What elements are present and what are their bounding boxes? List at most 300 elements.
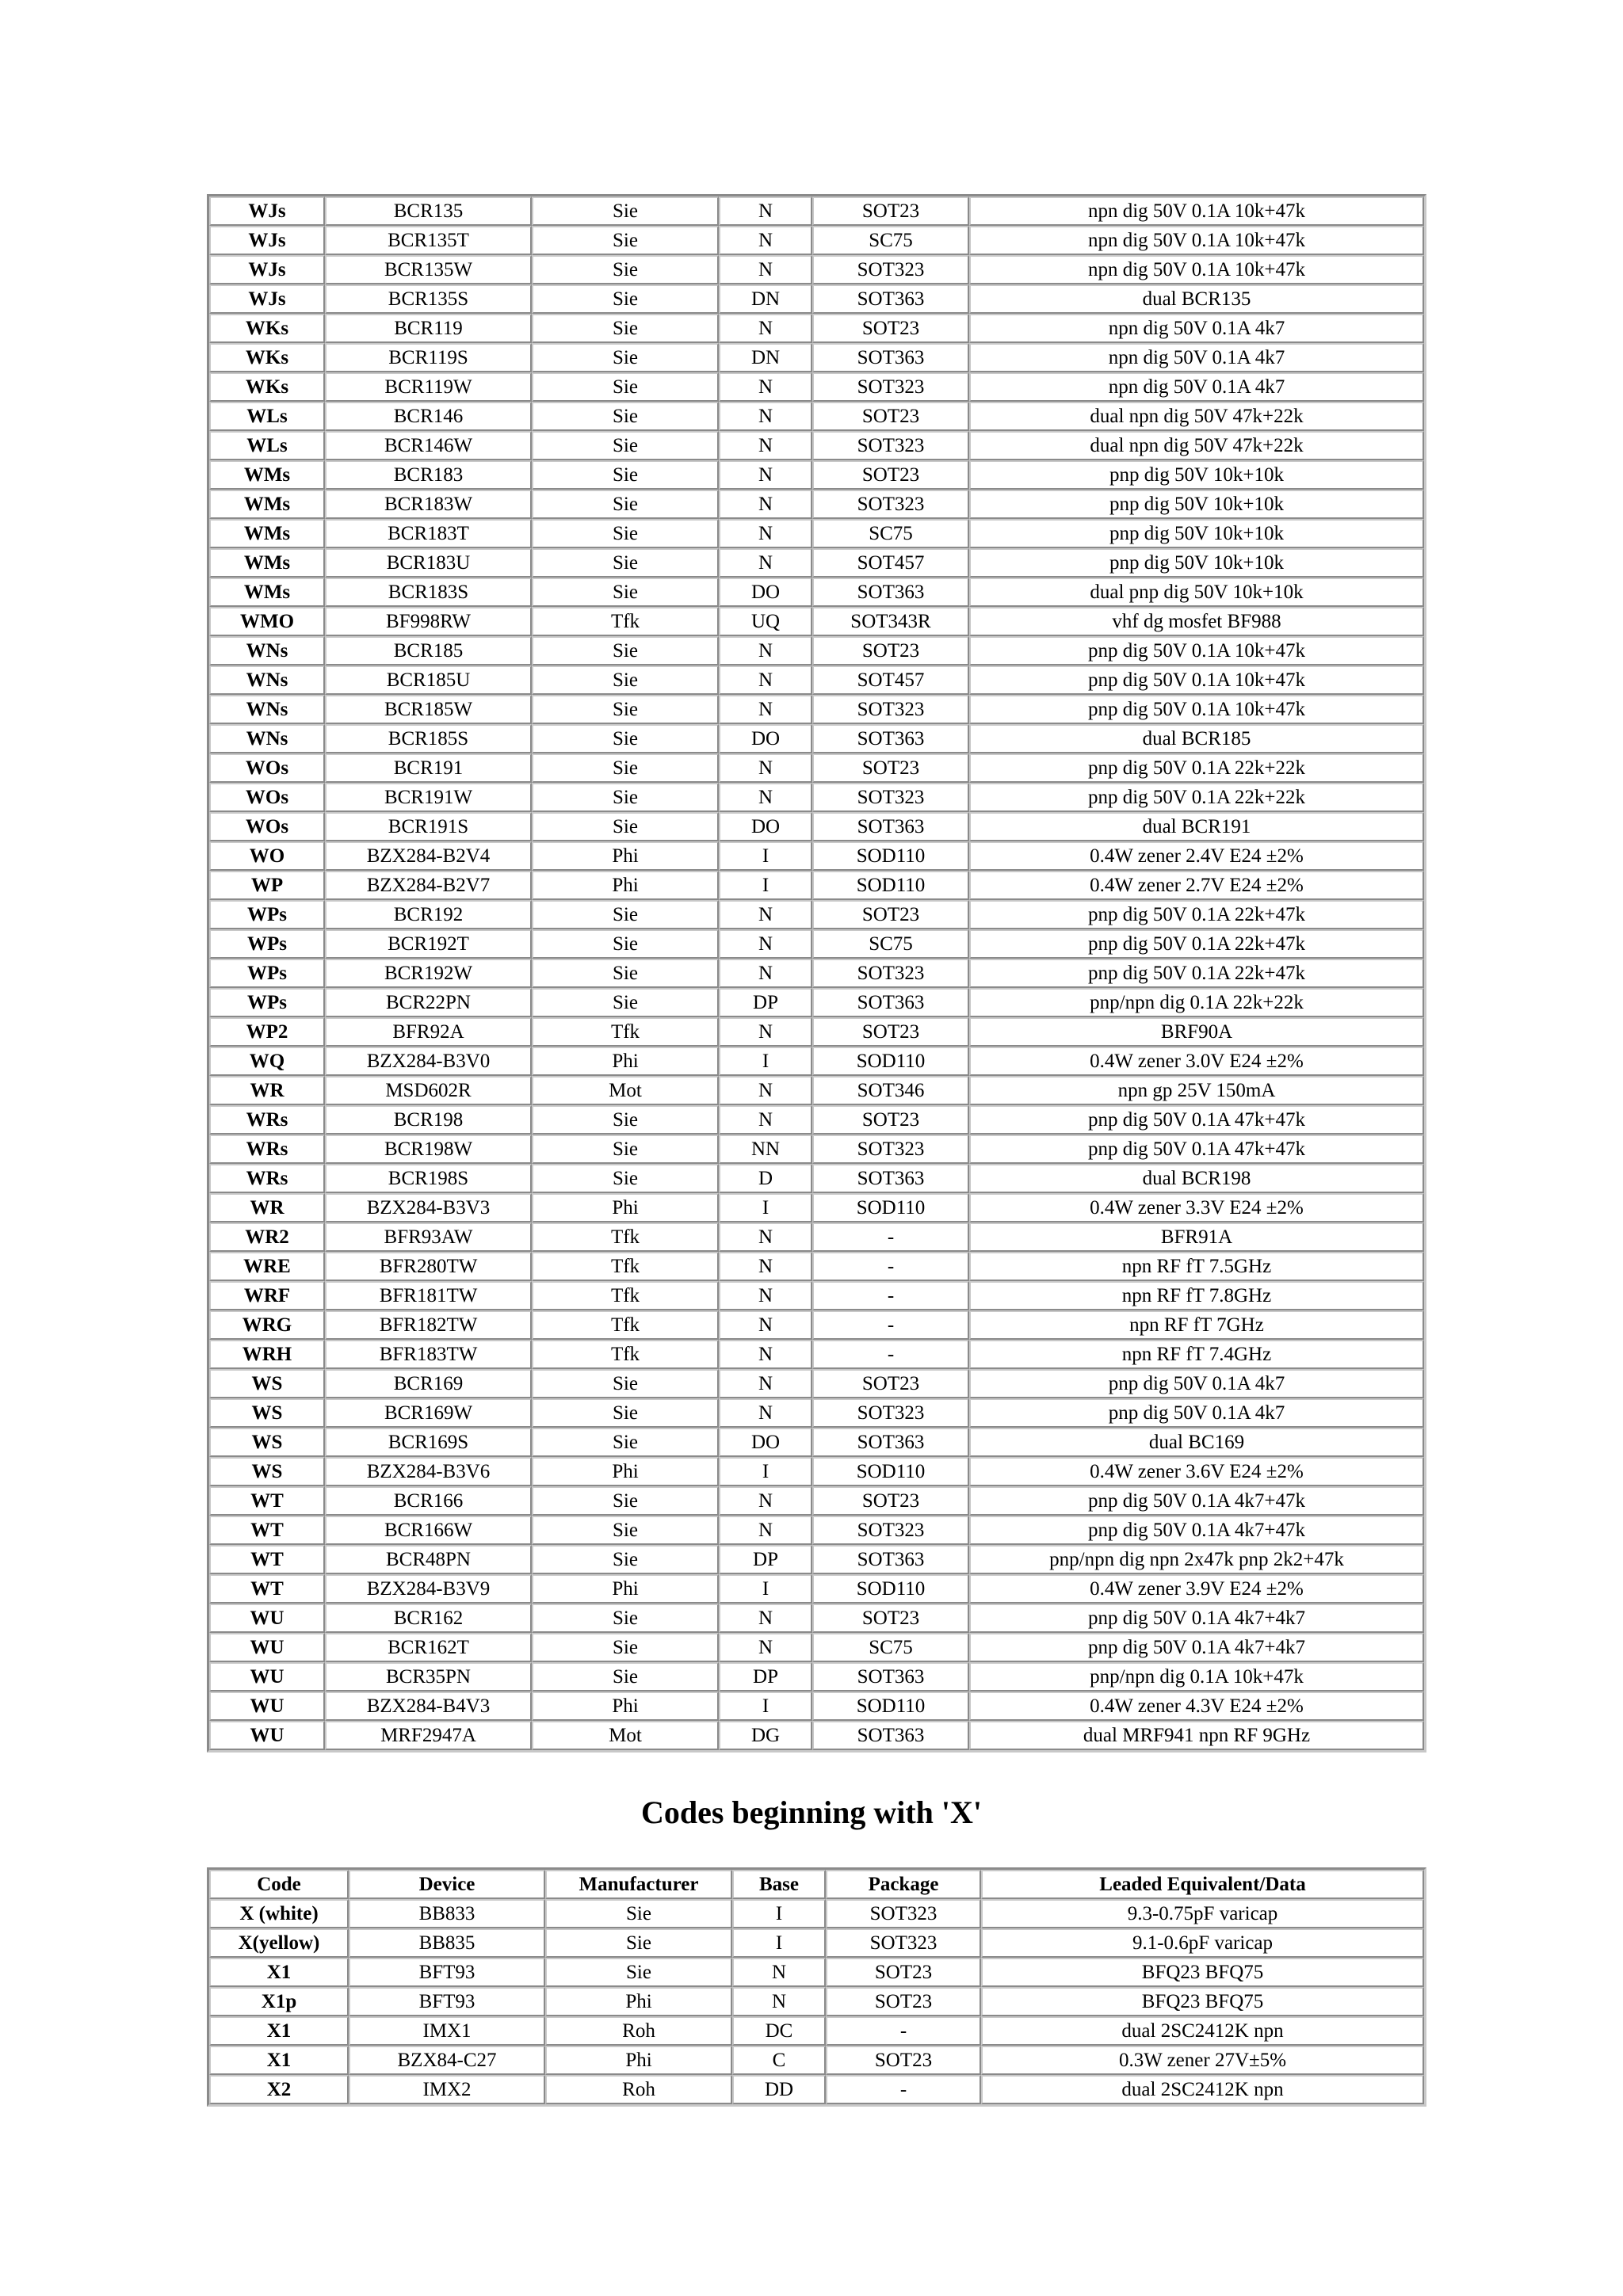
base-cell: N — [719, 314, 812, 343]
base-cell: N — [719, 548, 812, 578]
table-row — [209, 753, 1424, 783]
base-cell: I — [732, 1928, 826, 1958]
package-cell: SOT23 — [812, 402, 969, 431]
table-row — [209, 196, 1424, 226]
manufacturer-cell: Sie — [532, 1516, 719, 1545]
table-row — [209, 607, 1424, 636]
package-cell: SOT363 — [812, 724, 969, 753]
base-cell: I — [719, 1691, 812, 1721]
package-cell: - — [812, 1340, 969, 1369]
base-cell: N — [719, 490, 812, 519]
base-cell: DC — [732, 2016, 826, 2046]
table-row — [209, 1164, 1424, 1193]
data-cell: pnp dig 50V 0.1A 4k7+47k — [969, 1516, 1424, 1545]
table-row — [209, 1105, 1424, 1135]
data-cell: pnp dig 50V 10k+10k — [969, 548, 1424, 578]
base-cell: N — [732, 1987, 826, 2016]
device-cell: BCR135 — [325, 196, 532, 226]
table-row — [209, 1076, 1424, 1105]
base-cell: DP — [719, 1545, 812, 1574]
package-cell: SOT323 — [812, 431, 969, 460]
base-cell: I — [719, 1193, 812, 1222]
device-cell: BCR169 — [325, 1369, 532, 1398]
package-cell: SOT363 — [812, 1545, 969, 1574]
code-cell: WPs — [209, 929, 325, 959]
data-cell: 0.4W zener 3.6V E24 ±2% — [969, 1457, 1424, 1486]
data-cell: pnp dig 50V 0.1A 10k+47k — [969, 695, 1424, 724]
base-cell: DP — [719, 988, 812, 1017]
device-cell: BCR192T — [325, 929, 532, 959]
package-cell: SOT363 — [812, 812, 969, 841]
table-row — [209, 724, 1424, 753]
package-cell: SC75 — [812, 929, 969, 959]
table-row — [209, 314, 1424, 343]
data-cell: BFQ23 BFQ75 — [981, 1958, 1424, 1987]
device-cell: BCR191 — [325, 753, 532, 783]
code-cell: X1 — [209, 1958, 349, 1987]
data-cell: npn RF fT 7.8GHz — [969, 1281, 1424, 1310]
data-cell: pnp dig 50V 10k+10k — [969, 490, 1424, 519]
code-cell: WMs — [209, 490, 325, 519]
code-cell: WS — [209, 1457, 325, 1486]
data-cell: npn dig 50V 0.1A 10k+47k — [969, 196, 1424, 226]
data-cell: pnp/npn dig 0.1A 22k+22k — [969, 988, 1424, 1017]
base-cell: N — [719, 196, 812, 226]
table-row — [209, 1545, 1424, 1574]
device-cell: BCR162 — [325, 1604, 532, 1633]
package-cell: SOT363 — [812, 343, 969, 372]
base-cell: N — [719, 1486, 812, 1516]
manufacturer-cell: Sie — [532, 724, 719, 753]
code-cell: WR — [209, 1193, 325, 1222]
table-row — [209, 578, 1424, 607]
manufacturer-cell: Phi — [545, 2046, 732, 2075]
manufacturer-cell: Sie — [532, 900, 719, 929]
table-row — [209, 1369, 1424, 1398]
base-cell: N — [719, 372, 812, 402]
base-cell: DO — [719, 812, 812, 841]
device-cell: BCR146W — [325, 431, 532, 460]
base-cell: N — [719, 900, 812, 929]
device-cell: BCR119W — [325, 372, 532, 402]
manufacturer-cell: Sie — [532, 753, 719, 783]
base-cell: I — [719, 1047, 812, 1076]
device-cell: BCR169W — [325, 1398, 532, 1428]
code-cell: WJs — [209, 196, 325, 226]
device-cell: BCR48PN — [325, 1545, 532, 1574]
device-cell: BCR22PN — [325, 988, 532, 1017]
device-cell: BCR192 — [325, 900, 532, 929]
manufacturer-cell: Tfk — [532, 1222, 719, 1252]
data-cell: pnp dig 50V 0.1A 22k+47k — [969, 900, 1424, 929]
code-cell: WLs — [209, 402, 325, 431]
base-cell: I — [719, 871, 812, 900]
data-cell: dual BCR135 — [969, 284, 1424, 314]
device-cell: BCR185S — [325, 724, 532, 753]
table-body — [209, 1899, 1424, 2104]
data-cell: npn RF fT 7.5GHz — [969, 1252, 1424, 1281]
code-cell: WS — [209, 1398, 325, 1428]
data-cell: pnp dig 50V 0.1A 47k+47k — [969, 1105, 1424, 1135]
device-cell: BCR198 — [325, 1105, 532, 1135]
package-cell: SOD110 — [812, 1691, 969, 1721]
code-cell: WMs — [209, 519, 325, 548]
base-cell: N — [719, 1633, 812, 1662]
code-cell: WJs — [209, 284, 325, 314]
device-cell: BFR92A — [325, 1017, 532, 1047]
column-header-manufacturer: Manufacturer — [545, 1870, 732, 1899]
column-header-device: Device — [349, 1870, 545, 1899]
package-cell: SOD110 — [812, 1047, 969, 1076]
manufacturer-cell: Phi — [532, 1193, 719, 1222]
manufacturer-cell: Sie — [532, 959, 719, 988]
table-row — [209, 988, 1424, 1017]
data-cell: pnp dig 50V 0.1A 10k+47k — [969, 636, 1424, 666]
manufacturer-cell: Phi — [532, 871, 719, 900]
table-row — [209, 666, 1424, 695]
device-cell: BFR93AW — [325, 1222, 532, 1252]
code-cell: WJs — [209, 226, 325, 255]
manufacturer-cell: Sie — [532, 783, 719, 812]
code-cell: X(yellow) — [209, 1928, 349, 1958]
data-cell: npn dig 50V 0.1A 10k+47k — [969, 255, 1424, 284]
package-cell: SOT323 — [812, 695, 969, 724]
manufacturer-cell: Phi — [532, 1691, 719, 1721]
device-cell: BCR162T — [325, 1633, 532, 1662]
code-cell: WNs — [209, 724, 325, 753]
manufacturer-cell: Phi — [532, 1047, 719, 1076]
section-heading: Codes beginning with 'X' — [640, 1794, 983, 1830]
base-cell: N — [719, 695, 812, 724]
manufacturer-cell: Tfk — [532, 1281, 719, 1310]
package-cell: - — [812, 1222, 969, 1252]
data-cell: dual npn dig 50V 47k+22k — [969, 431, 1424, 460]
device-cell: BCR185 — [325, 636, 532, 666]
package-cell: SOT23 — [812, 636, 969, 666]
base-cell: N — [719, 1340, 812, 1369]
table-row — [209, 1340, 1424, 1369]
base-cell: N — [719, 1252, 812, 1281]
device-cell: BCR183T — [325, 519, 532, 548]
package-cell: SC75 — [812, 226, 969, 255]
code-cell: WRG — [209, 1310, 325, 1340]
manufacturer-cell: Sie — [532, 1604, 719, 1633]
table-row — [209, 1958, 1424, 1987]
base-cell: N — [719, 402, 812, 431]
base-cell: DG — [719, 1721, 812, 1750]
code-cell: X (white) — [209, 1899, 349, 1928]
code-cell: X1 — [209, 2016, 349, 2046]
package-cell: SOT323 — [826, 1928, 981, 1958]
package-cell: SOT23 — [812, 1369, 969, 1398]
manufacturer-cell: Sie — [532, 314, 719, 343]
base-cell: N — [719, 519, 812, 548]
package-cell: SOT323 — [812, 783, 969, 812]
base-cell: D — [719, 1164, 812, 1193]
manufacturer-cell: Tfk — [532, 1310, 719, 1340]
device-cell: BZX284-B3V3 — [325, 1193, 532, 1222]
package-cell: SOT23 — [826, 1958, 981, 1987]
header-row — [209, 1870, 1424, 1899]
base-cell: N — [719, 666, 812, 695]
package-cell: SOT363 — [812, 988, 969, 1017]
package-cell: SOD110 — [812, 1193, 969, 1222]
device-cell: BCR183S — [325, 578, 532, 607]
manufacturer-cell: Tfk — [532, 607, 719, 636]
manufacturer-cell: Mot — [532, 1076, 719, 1105]
base-cell: N — [719, 1222, 812, 1252]
data-cell: pnp dig 50V 0.1A 22k+47k — [969, 959, 1424, 988]
device-cell: BCR191S — [325, 812, 532, 841]
table-row — [209, 1662, 1424, 1691]
code-cell: WU — [209, 1691, 325, 1721]
package-cell: SOT346 — [812, 1076, 969, 1105]
data-cell: dual 2SC2412K npn — [981, 2016, 1424, 2046]
device-cell: BF998RW — [325, 607, 532, 636]
code-cell: WJs — [209, 255, 325, 284]
package-cell: - — [812, 1281, 969, 1310]
manufacturer-cell: Sie — [532, 812, 719, 841]
manufacturer-cell: Sie — [532, 284, 719, 314]
manufacturer-cell: Tfk — [532, 1017, 719, 1047]
code-cell: WT — [209, 1516, 325, 1545]
table-row — [209, 1281, 1424, 1310]
package-cell: SOT323 — [812, 959, 969, 988]
table-row — [209, 1721, 1424, 1750]
table-row — [209, 490, 1424, 519]
data-cell: pnp dig 50V 10k+10k — [969, 460, 1424, 490]
device-cell: BCR185U — [325, 666, 532, 695]
manufacturer-cell: Sie — [532, 343, 719, 372]
base-cell: N — [719, 1017, 812, 1047]
manufacturer-cell: Phi — [532, 1574, 719, 1604]
base-cell: I — [719, 1457, 812, 1486]
table-row — [209, 636, 1424, 666]
package-cell: - — [826, 2075, 981, 2104]
package-cell: SOT23 — [812, 314, 969, 343]
base-cell: N — [719, 1516, 812, 1545]
column-header-code: Code — [209, 1870, 349, 1899]
code-cell: WU — [209, 1633, 325, 1662]
code-cell: WOs — [209, 812, 325, 841]
code-cell: WRF — [209, 1281, 325, 1310]
manufacturer-cell: Sie — [532, 1105, 719, 1135]
data-cell: 0.4W zener 3.3V E24 ±2% — [969, 1193, 1424, 1222]
data-cell: npn RF fT 7GHz — [969, 1310, 1424, 1340]
manufacturer-cell: Sie — [532, 578, 719, 607]
base-cell: DN — [719, 343, 812, 372]
table-row — [209, 343, 1424, 372]
device-cell: BCR183 — [325, 460, 532, 490]
code-cell: WLs — [209, 431, 325, 460]
package-cell: SOD110 — [812, 871, 969, 900]
manufacturer-cell: Mot — [532, 1721, 719, 1750]
code-cell: WT — [209, 1574, 325, 1604]
data-cell: dual 2SC2412K npn — [981, 2075, 1424, 2104]
code-cell: X1 — [209, 2046, 349, 2075]
code-cell: WT — [209, 1545, 325, 1574]
manufacturer-cell: Sie — [532, 1369, 719, 1398]
data-cell: pnp dig 50V 0.1A 4k7+47k — [969, 1486, 1424, 1516]
code-cell: WO — [209, 841, 325, 871]
table-row — [209, 2016, 1424, 2046]
table-row — [209, 1398, 1424, 1428]
data-cell: 0.4W zener 4.3V E24 ±2% — [969, 1691, 1424, 1721]
data-cell: pnp/npn dig npn 2x47k pnp 2k2+47k — [969, 1545, 1424, 1574]
base-cell: N — [719, 929, 812, 959]
code-cell: WPs — [209, 900, 325, 929]
manufacturer-cell: Sie — [532, 431, 719, 460]
base-cell: N — [719, 1398, 812, 1428]
table-row — [209, 1252, 1424, 1281]
package-cell: SOT363 — [812, 1164, 969, 1193]
package-cell: SC75 — [812, 519, 969, 548]
device-cell: BCR166W — [325, 1516, 532, 1545]
package-cell: SOT23 — [812, 1486, 969, 1516]
base-cell: DO — [719, 724, 812, 753]
table-row — [209, 1017, 1424, 1047]
device-cell: BB835 — [349, 1928, 545, 1958]
table-row — [209, 548, 1424, 578]
base-cell: N — [719, 431, 812, 460]
device-cell: MSD602R — [325, 1076, 532, 1105]
data-cell: 0.4W zener 3.9V E24 ±2% — [969, 1574, 1424, 1604]
data-cell: pnp dig 50V 0.1A 22k+22k — [969, 783, 1424, 812]
code-cell: WNs — [209, 636, 325, 666]
table-row — [209, 900, 1424, 929]
base-cell: N — [732, 1958, 826, 1987]
manufacturer-cell: Sie — [532, 1164, 719, 1193]
device-cell: BFR182TW — [325, 1310, 532, 1340]
package-cell: SOT323 — [812, 1398, 969, 1428]
data-cell: 9.1-0.6pF varicap — [981, 1928, 1424, 1958]
device-cell: BFT93 — [349, 1987, 545, 2016]
code-cell: WNs — [209, 666, 325, 695]
package-cell: SOT363 — [812, 1428, 969, 1457]
base-cell: N — [719, 1604, 812, 1633]
code-cell: WS — [209, 1369, 325, 1398]
data-cell: vhf dg mosfet BF988 — [969, 607, 1424, 636]
package-cell: SOT23 — [826, 2046, 981, 2075]
code-cell: WT — [209, 1486, 325, 1516]
table-row — [209, 1047, 1424, 1076]
table-row — [209, 783, 1424, 812]
code-cell: WR2 — [209, 1222, 325, 1252]
data-cell: pnp dig 50V 0.1A 4k7+4k7 — [969, 1633, 1424, 1662]
package-cell: SOT23 — [812, 900, 969, 929]
package-cell: SOT323 — [826, 1899, 981, 1928]
manufacturer-cell: Sie — [532, 1662, 719, 1691]
data-cell: npn RF fT 7.4GHz — [969, 1340, 1424, 1369]
package-cell: SOT23 — [826, 1987, 981, 2016]
base-cell: N — [719, 783, 812, 812]
table-row — [209, 1222, 1424, 1252]
data-cell: dual MRF941 npn RF 9GHz — [969, 1721, 1424, 1750]
code-cell: WOs — [209, 783, 325, 812]
data-cell: 0.4W zener 3.0V E24 ±2% — [969, 1047, 1424, 1076]
base-cell: N — [719, 636, 812, 666]
manufacturer-cell: Sie — [532, 196, 719, 226]
package-cell: SOT457 — [812, 666, 969, 695]
device-cell: BZX284-B2V7 — [325, 871, 532, 900]
device-cell: BFT93 — [349, 1958, 545, 1987]
table-row — [209, 1574, 1424, 1604]
table-row — [209, 1899, 1424, 1928]
code-cell: WMs — [209, 578, 325, 607]
package-cell: SOT323 — [812, 255, 969, 284]
manufacturer-cell: Sie — [532, 226, 719, 255]
manufacturer-cell: Sie — [532, 490, 719, 519]
device-cell: BCR183U — [325, 548, 532, 578]
table-row — [209, 1604, 1424, 1633]
code-cell: WMO — [209, 607, 325, 636]
base-cell: N — [719, 226, 812, 255]
manufacturer-cell: Roh — [545, 2016, 732, 2046]
data-cell: pnp dig 50V 0.1A 4k7 — [969, 1398, 1424, 1428]
column-header-leaded-equivalent: Leaded Equivalent/Data — [981, 1870, 1424, 1899]
device-cell: BCR198S — [325, 1164, 532, 1193]
table-row — [209, 812, 1424, 841]
data-cell: npn dig 50V 0.1A 4k7 — [969, 314, 1424, 343]
code-cell: WQ — [209, 1047, 325, 1076]
code-cell: WRH — [209, 1340, 325, 1369]
device-cell: BCR146 — [325, 402, 532, 431]
table-row — [209, 929, 1424, 959]
manufacturer-cell: Sie — [532, 666, 719, 695]
device-cell: BCR166 — [325, 1486, 532, 1516]
data-cell: 9.3-0.75pF varicap — [981, 1899, 1424, 1928]
package-cell: SOT363 — [812, 1721, 969, 1750]
table-row — [209, 841, 1424, 871]
table-row — [209, 1193, 1424, 1222]
manufacturer-cell: Sie — [532, 695, 719, 724]
manufacturer-cell: Sie — [532, 1633, 719, 1662]
package-cell: SOT343R — [812, 607, 969, 636]
package-cell: SC75 — [812, 1633, 969, 1662]
base-cell: DO — [719, 1428, 812, 1457]
column-header-base: Base — [732, 1870, 826, 1899]
package-cell: SOT23 — [812, 753, 969, 783]
base-cell: I — [719, 1574, 812, 1604]
manufacturer-cell: Sie — [532, 519, 719, 548]
data-cell: pnp dig 50V 0.1A 10k+47k — [969, 666, 1424, 695]
base-cell: DN — [719, 284, 812, 314]
column-header-package: Package — [826, 1870, 981, 1899]
table-row — [209, 2046, 1424, 2075]
package-cell: SOT323 — [812, 372, 969, 402]
package-cell: SOT363 — [812, 578, 969, 607]
code-cell: WKs — [209, 343, 325, 372]
base-cell: DD — [732, 2075, 826, 2104]
package-cell: SOT323 — [812, 1135, 969, 1164]
table-row — [209, 431, 1424, 460]
package-cell: - — [812, 1310, 969, 1340]
smd-code-table-w — [207, 194, 1426, 1753]
manufacturer-cell: Sie — [545, 1928, 732, 1958]
data-cell: dual BCR185 — [969, 724, 1424, 753]
data-cell: pnp dig 50V 0.1A 47k+47k — [969, 1135, 1424, 1164]
device-cell: BCR169S — [325, 1428, 532, 1457]
code-cell: X2 — [209, 2075, 349, 2104]
manufacturer-cell: Tfk — [532, 1340, 719, 1369]
device-cell: BFR183TW — [325, 1340, 532, 1369]
manufacturer-cell: Sie — [532, 929, 719, 959]
code-cell: WKs — [209, 372, 325, 402]
manufacturer-cell: Sie — [532, 988, 719, 1017]
table-row — [209, 519, 1424, 548]
table-row — [209, 402, 1424, 431]
code-cell: WR — [209, 1076, 325, 1105]
